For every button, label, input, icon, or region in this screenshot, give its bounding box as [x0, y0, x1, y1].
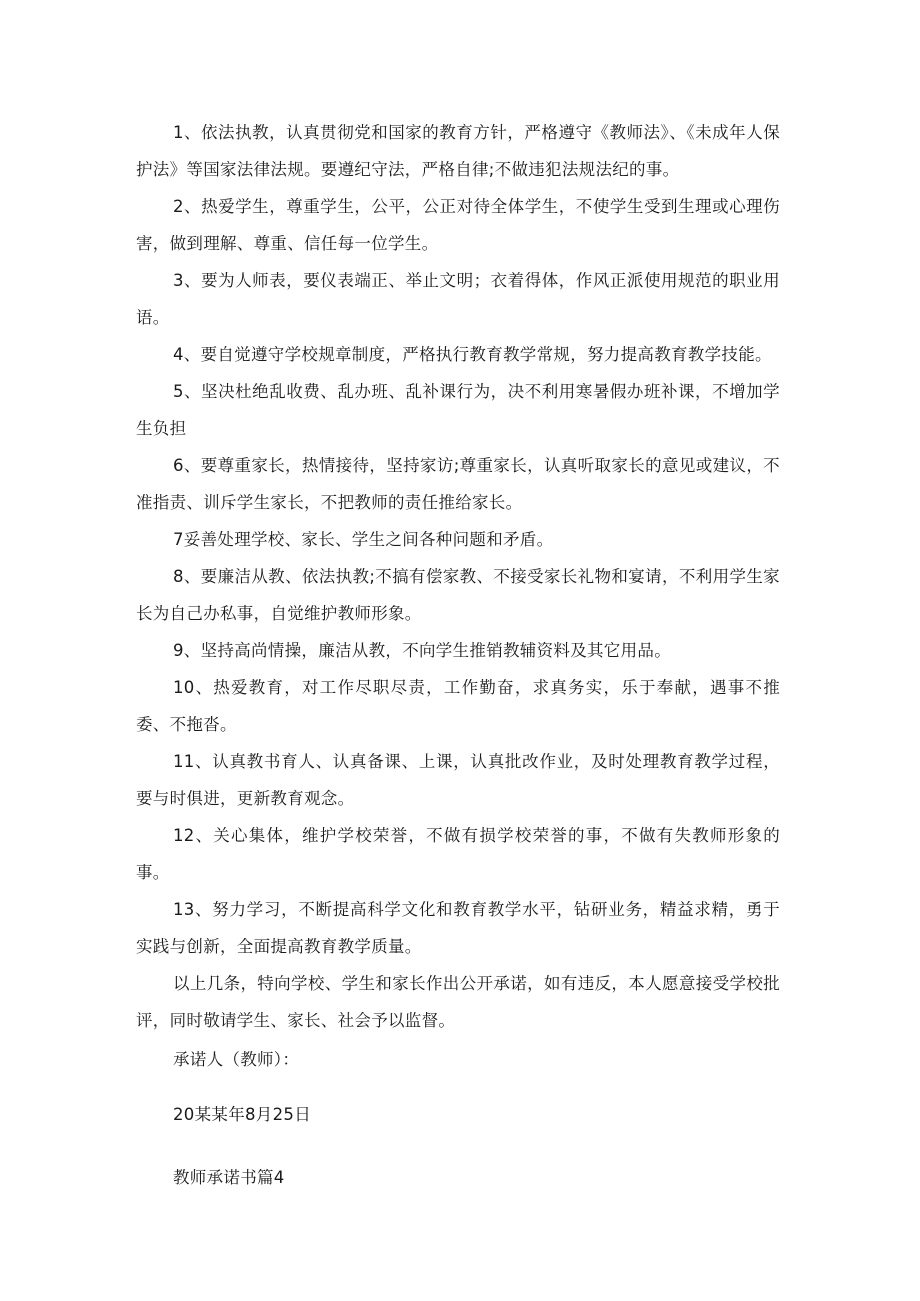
item-7: 7妥善处理学校、家长、学生之间各种问题和矛盾。	[173, 530, 554, 549]
item-5: 5、坚决杜绝乱收费、乱办班、乱补课行为，决不利用寒暑假办班补课，不增加学生负担	[136, 382, 780, 438]
item-3: 3、要为人师表，要仪表端正、举止文明；衣着得体，作风正派使用规范的职业用语。	[136, 271, 780, 327]
next-section-heading: 教师承诺书篇4	[173, 1168, 285, 1187]
date-line: 20某某年8月25日	[173, 1105, 311, 1124]
signer-line: 承诺人（教师）：	[173, 1050, 300, 1069]
item-13: 13、努力学习，不断提高科学文化和教育教学水平，钻研业务，精益求精，勇于实践与创新，全面提高教育教学质量。	[136, 900, 780, 956]
item-9: 9、坚持高尚情操，廉洁从教，不向学生推销教辅资料及其它用品。	[173, 641, 671, 660]
item-6: 6、要尊重家长，热情接待，坚持家访;尊重家长，认真听取家长的意见或建议，不准指责、训斥学生家长，不把教师的责任推给家长。	[136, 456, 780, 512]
item-2: 2、热爱学生，尊重学生，公平，公正对待全体学生，不使学生受到生理或心理伤害，做到理解、尊重、信任每一位学生。	[136, 197, 780, 253]
item-11: 11、认真教书育人、认真备课、上课，认真批改作业，及时处理教育教学过程，要与时俱进，更新教育观念。	[136, 752, 780, 808]
item-8: 8、要廉洁从教、依法执教;不搞有偿家教、不接受家长礼物和宴请，不利用学生家长为自己办私事，自觉维护教师形象。	[136, 567, 780, 623]
item-1: 1、依法执教，认真贯彻党和国家的教育方针，严格遵守《教师法》、《未成年人保护法》等国家法律法规。要遵纪守法，严格自律;不做违犯法规法纪的事。	[136, 123, 780, 179]
commitment-statement: 以上几条，特向学校、学生和家长作出公开承诺，如有违反，本人愿意接受学校批评，同时敬请学生、家长、社会予以监督。	[136, 974, 780, 1030]
item-10: 10、热爱教育，对工作尽职尽责，工作勤奋，求真务实，乐于奉献，遇事不推委、不拖沓。	[136, 678, 780, 734]
item-12: 12、关心集体，维护学校荣誉，不做有损学校荣誉的事，不做有失教师形象的事。	[136, 826, 780, 882]
item-4: 4、要自觉遵守学校规章制度，严格执行教育教学常规，努力提高教育教学技能。	[173, 345, 772, 364]
